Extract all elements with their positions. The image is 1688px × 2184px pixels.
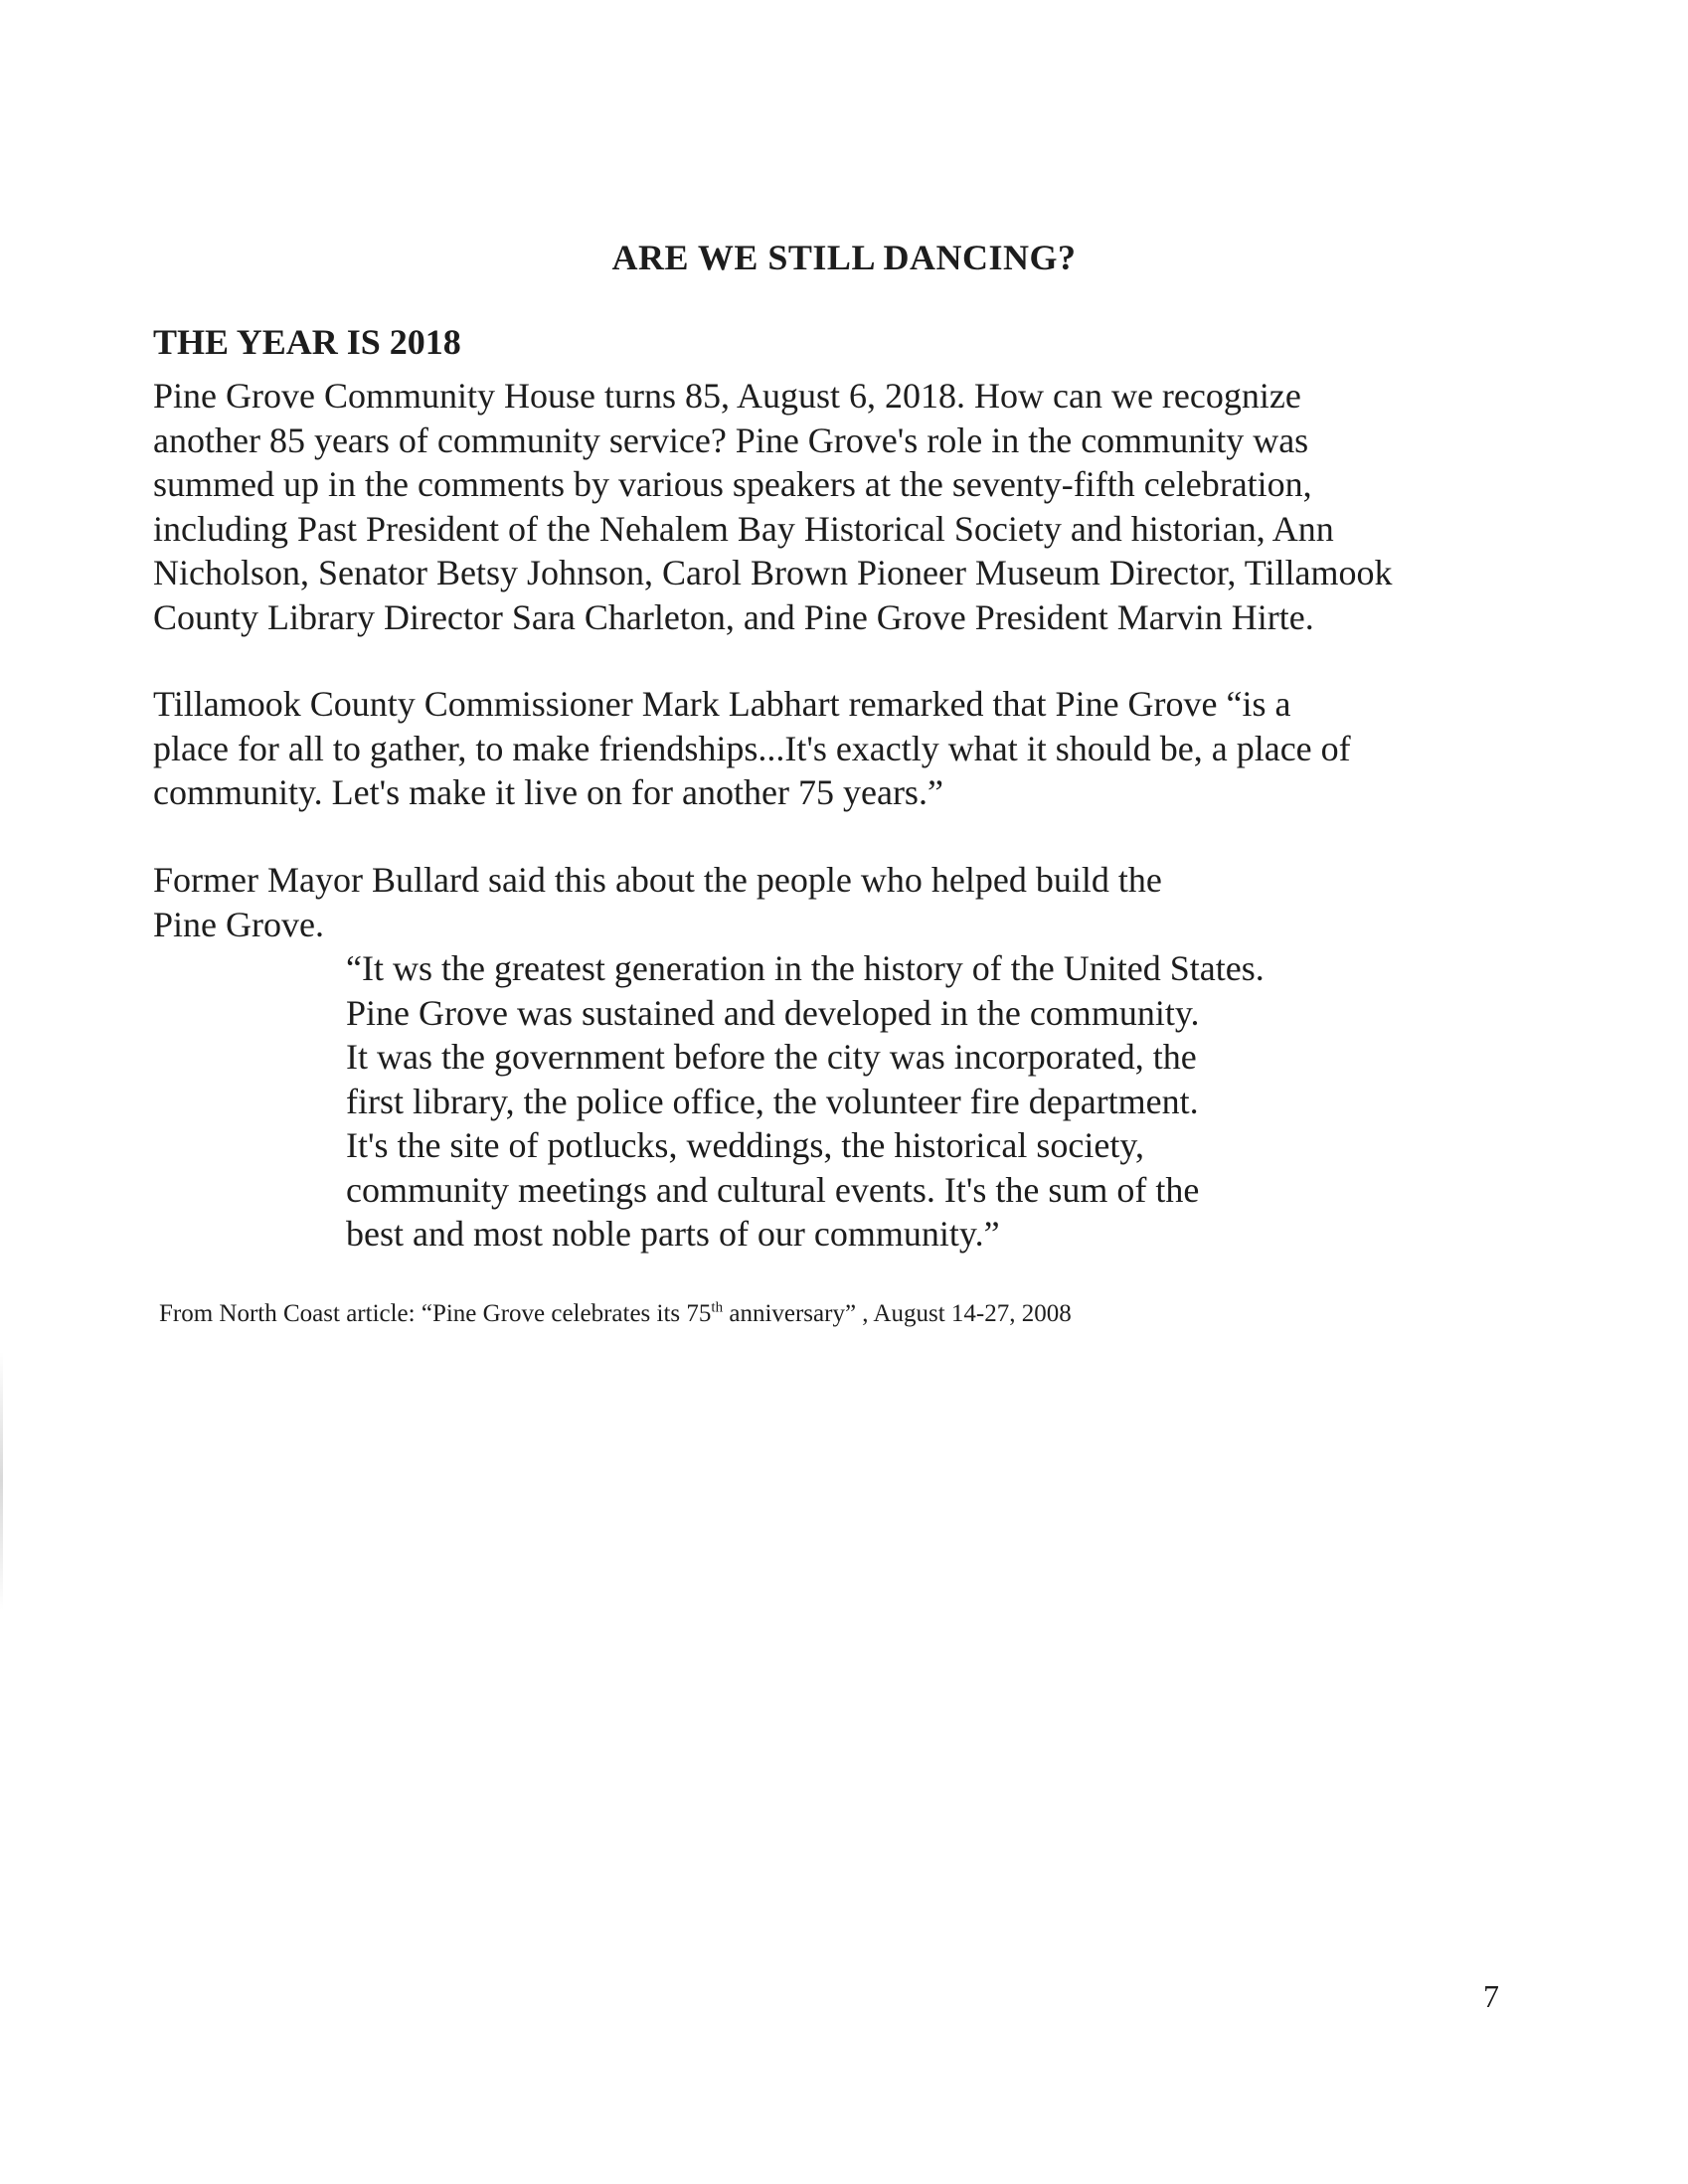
paragraph-commissioner: Tillamook County Commissioner Mark Labhart remarked that Pine Grove “is a place for all to gather, to make friendships...It's exactly what it should be, a place of community. Let's make it live on for another 75 years.” [153, 684, 1351, 812]
source-superscript: th [711, 1299, 724, 1316]
page-number: 7 [1483, 1978, 1499, 2014]
source-suffix: anniversary” , August 14-27, 2008 [723, 1300, 1072, 1327]
paragraph-intro: Pine Grove Community House turns 85, August 6, 2018. How can we recognize another 85 years of community service? Pine Grove's role in the community was summed up in the comments by various speakers at the seventy-fifth celebration, including Past President of the Nehalem Bay Historical Society and historian, Ann Nicholson, Senator Betsy Johnson, Carol Brown Pioneer Museum Director, Tillamook County Library Director Sara Charleton, and Pine Grove President Marvin Hirte. [153, 376, 1393, 637]
block-quote: “It ws the greatest generation in the history of the United States. Pine Grove was sustained and developed in the community. It was the government before the city was incorporated, the first library, the police office, the volunteer fire department. It's the site of potlucks, weddings, the historical society, community meetings and cultural events. It's the sum of the best and most noble parts of our community.” [346, 948, 1265, 1254]
paragraph-mayor: Former Mayor Bullard said this about the people who helped build the Pine Grove. [153, 860, 1162, 944]
source-citation [159, 1300, 1072, 1328]
document-title: ARE WE STILL DANCING? [611, 238, 1077, 277]
source-prefix: From North Coast article: “Pine Grove celebrates its 75 [159, 1300, 712, 1327]
section-heading: THE YEAR IS 2018 [153, 322, 461, 362]
scan-edge-mark [0, 1352, 3, 1610]
